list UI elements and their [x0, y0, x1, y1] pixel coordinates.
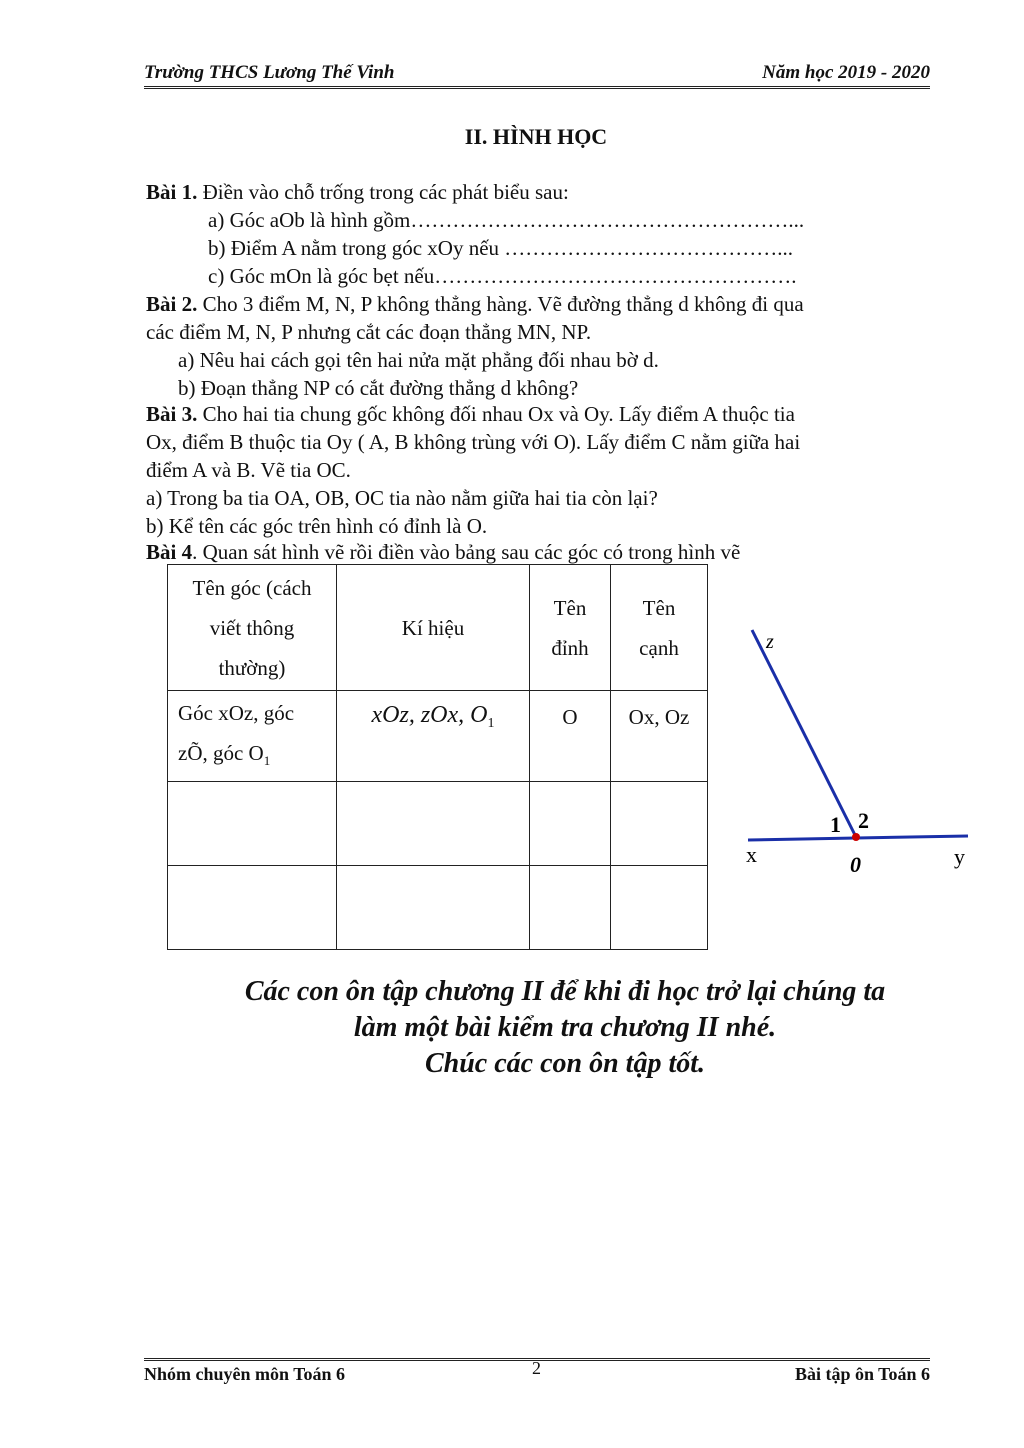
cell-symbol-sub: 1	[487, 716, 495, 732]
label-angle-1: 1	[830, 812, 841, 837]
bai1-prompt	[146, 178, 569, 206]
angle-table	[167, 564, 708, 950]
closing-line-1: Các con ôn tập chương II để khi đi học trở lại chúng ta	[244, 976, 886, 1007]
table-row	[168, 866, 708, 950]
bai1-label: Bài 1.	[146, 180, 198, 204]
table-cell	[168, 866, 337, 950]
header-angle-name-l1: Tên góc (cách	[192, 575, 312, 600]
closing-line-2: làm một bài kiểm tra chương II nhé.	[353, 1012, 777, 1043]
section-title: II. HÌNH HỌC	[464, 124, 608, 149]
school-year: Năm học 2019 - 2020	[762, 62, 930, 83]
bai1-a: a) Góc aOb là hình gồm………………………………………………...	[208, 208, 805, 232]
page-header	[144, 60, 930, 88]
footer-left: Nhóm chuyên môn Toán 6	[144, 1364, 346, 1384]
table-cell	[337, 782, 530, 866]
page-number: 2	[532, 1358, 541, 1378]
table-row	[168, 691, 708, 782]
bai2-a: a) Nêu hai cách gọi tên hai nửa mặt phẳng đối nhau bờ d.	[178, 348, 659, 372]
cell-symbol-text: xOz, zOx, O	[371, 702, 488, 728]
cell-symbol	[337, 691, 530, 782]
closing-line-3: Chúc các con ôn tập tốt.	[424, 1048, 705, 1079]
bai4-label: Bài 4	[146, 540, 193, 564]
cell-angle-name-sub: 1	[263, 753, 271, 769]
header-angle-name-l3: thường)	[218, 655, 286, 680]
table-cell	[530, 866, 611, 950]
ray-oz	[752, 630, 856, 837]
bai3-label: Bài 3.	[146, 402, 198, 426]
school-name: Trường THCS Lương Thế Vinh	[144, 62, 395, 83]
header-sides-l2: cạnh	[639, 635, 679, 660]
label-z: z	[766, 631, 774, 653]
label-angle-2: 2	[858, 808, 869, 833]
cell-angle-name-l2	[178, 733, 336, 781]
bai3-line1: Cho hai tia chung gốc không đối nhau Ox và Oy. Lấy điểm A thuộc tia	[197, 402, 795, 426]
bai3-a: a) Trong ba tia OA, OB, OC tia nào nằm giữa hai tia còn lại?	[146, 486, 658, 510]
bai4-prompt	[146, 538, 740, 566]
label-y: y	[954, 844, 965, 869]
header-angle-name	[168, 565, 337, 691]
bai4-text: . Quan sát hình vẽ rồi điền vào bảng sau các góc có trong hình vẽ	[192, 540, 741, 564]
header-symbol: Kí hiệu	[337, 565, 530, 691]
bai1-text: Điền vào chỗ trống trong các phát biểu sau:	[197, 180, 569, 204]
footer-right: Bài tập ôn Toán 6	[794, 1364, 930, 1384]
point-o	[852, 833, 860, 841]
angle-figure	[740, 622, 980, 892]
table-cell	[611, 866, 708, 950]
bai3-line2: Ox, điểm B thuộc tia Oy ( A, B không trùng với O). Lấy điểm C nằm giữa hai	[146, 430, 801, 454]
bai3-prompt	[146, 400, 795, 428]
bai3-b: b) Kể tên các góc trên hình có đỉnh là O.	[146, 514, 488, 538]
cell-vertex: O	[530, 691, 611, 782]
bai1-b: b) Điểm A nằm trong góc xOy nếu …………………………………...	[208, 236, 794, 260]
cell-angle-name-l2-text: zÕ, góc O	[178, 741, 264, 765]
bai2-line1: Cho 3 điểm M, N, P không thẳng hàng. Vẽ đường thẳng d không đi qua	[197, 292, 804, 316]
bai2-b: b) Đoạn thẳng NP có cắt đường thẳng d không?	[178, 376, 579, 400]
cell-angle-name-l1: Góc xOz, góc	[178, 701, 295, 725]
header-vertex-l2: đỉnh	[551, 635, 589, 660]
cell-sides: Ox, Oz	[611, 691, 708, 782]
cell-angle-name	[168, 691, 337, 782]
header-vertex	[530, 565, 611, 691]
bai2-label: Bài 2.	[146, 292, 198, 316]
table-row	[168, 782, 708, 866]
header-vertex-l1: Tên	[553, 595, 587, 620]
table-cell	[168, 782, 337, 866]
bai2-line2: các điểm M, N, P nhưng cắt các đoạn thẳng MN, NP.	[146, 320, 592, 344]
label-o: 0	[850, 852, 861, 877]
table-cell	[611, 782, 708, 866]
bai3-line3: điểm A và B. Vẽ tia OC.	[146, 458, 351, 482]
table-header-row	[168, 565, 708, 691]
header-angle-name-l2: viết thông	[209, 615, 295, 640]
header-sides-l1: Tên	[642, 595, 676, 620]
header-divider	[144, 86, 930, 89]
table-cell	[337, 866, 530, 950]
label-x: x	[746, 842, 757, 867]
bai2-prompt	[146, 290, 804, 318]
header-sides	[611, 565, 708, 691]
table-cell	[530, 782, 611, 866]
bai1-c: c) Góc mOn là góc bẹt nếu…………………………………………….	[208, 264, 797, 288]
